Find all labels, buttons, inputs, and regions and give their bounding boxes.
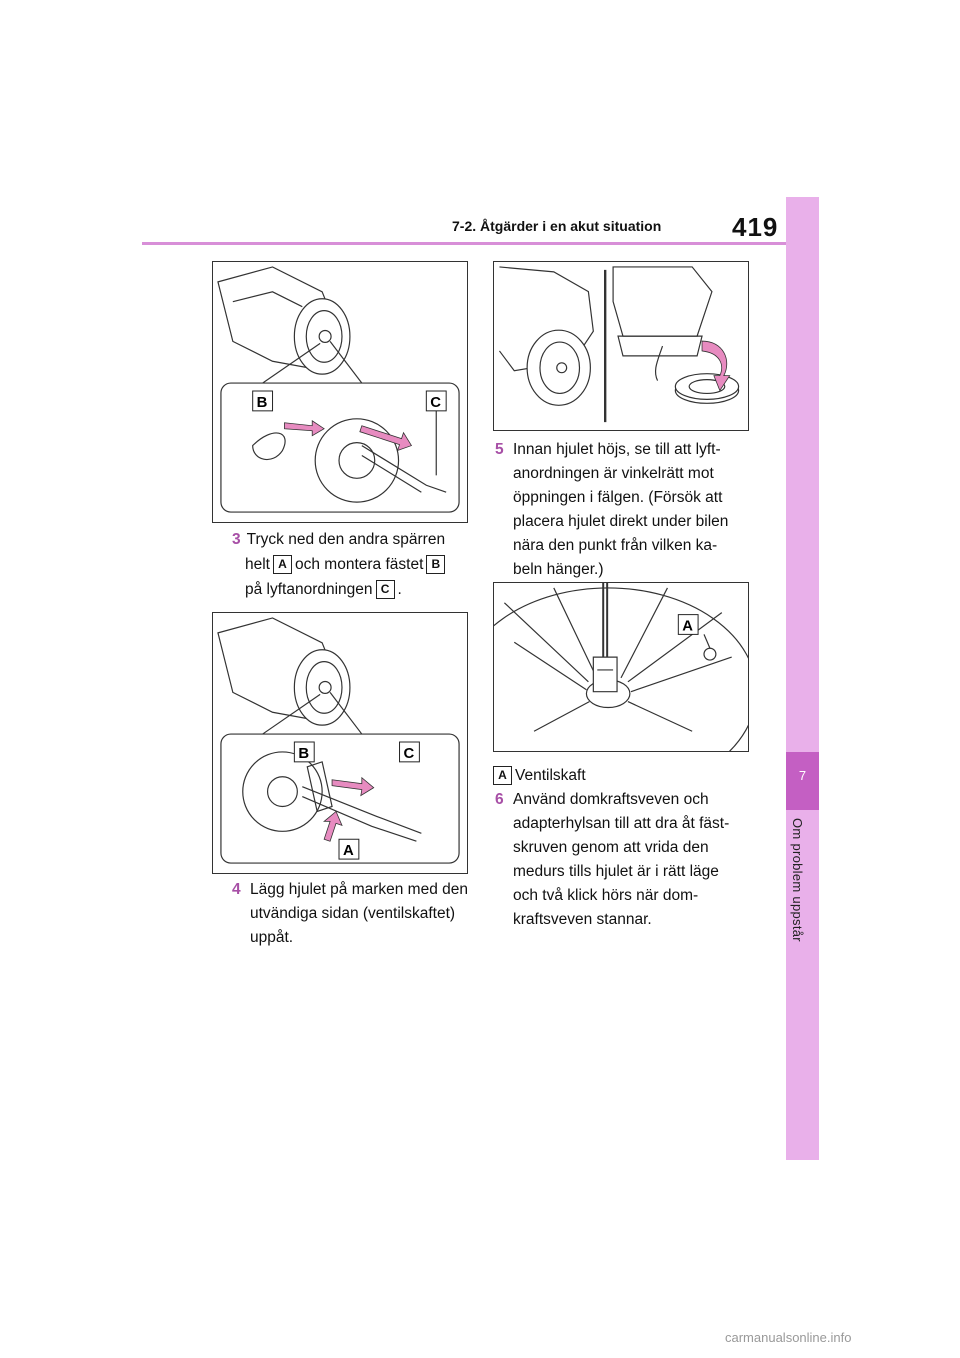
step5-line: öppningen i fälgen. (Försök att: [513, 489, 723, 506]
ref-label-b: B: [426, 555, 445, 574]
step3-text3b: .: [397, 581, 402, 598]
fig2-label-a: A: [342, 843, 354, 860]
step5-line: beln hänger.): [513, 561, 604, 578]
step5-line: Innan hjulet höjs, se till att lyft-: [513, 441, 721, 458]
figure-tire-position: [493, 261, 749, 431]
step3-line2: [245, 553, 448, 577]
step6-line: adapterhylsan till att dra åt fäst-: [513, 815, 730, 832]
fig1-label-b: B: [256, 394, 268, 411]
step5-line: anordningen är vinkelrätt mot: [513, 465, 714, 482]
step4-number: 4: [232, 881, 241, 898]
step3-line3: [245, 578, 402, 602]
step4-line: uppåt.: [250, 929, 294, 946]
step3-text1: Tryck ned den andra spärren: [246, 531, 446, 548]
watermark: carmanualsonline.info: [725, 1330, 852, 1345]
legend-label-a: A: [493, 766, 512, 785]
step3-text2a: helt: [245, 556, 270, 573]
figure-push-latch: [212, 612, 468, 874]
step3-text2b: och montera fästet: [295, 556, 424, 573]
step6-line: och två klick hörs när dom-: [513, 887, 699, 904]
step5-line: nära den punkt från vilken ka-: [513, 537, 718, 554]
step6-line: medurs tills hjulet är i rätt läge: [513, 863, 719, 880]
legend-a: [493, 764, 586, 788]
chapter-title: Om problem uppstår: [790, 818, 805, 942]
figure-attach-hook: [212, 261, 468, 523]
step4-line: Lägg hjulet på marken med den: [250, 881, 469, 898]
step6-line: skruven genom att vrida den: [513, 839, 709, 856]
step6-line: kraftsveven stannar.: [513, 911, 652, 928]
legend-a-text: Ventilskaft: [515, 767, 586, 784]
step5-number: 5: [495, 441, 504, 458]
step5-line: placera hjulet direkt under bilen: [513, 513, 729, 530]
fig2-label-c: C: [403, 745, 415, 762]
section-title: 7-2. Åtgärder i en akut situation: [452, 218, 662, 234]
header-divider: [142, 242, 786, 245]
step4-line: utvändiga sidan (ventilskaftet): [250, 905, 456, 922]
chapter-number: 7: [798, 768, 807, 783]
step3-number: 3: [232, 531, 241, 548]
step4: [232, 878, 480, 950]
page-number: 419: [732, 212, 779, 242]
step6-number: 6: [495, 791, 504, 808]
step3-line1: [232, 528, 445, 552]
fig1-label-c: C: [430, 394, 442, 411]
step6-line: Använd domkraftsveven och: [513, 791, 709, 808]
step3-text3a: på lyftanordningen: [245, 581, 373, 598]
fig4-label-a: A: [682, 618, 693, 635]
figure-valve-stem: [493, 582, 749, 752]
chapter-sidetab: [786, 197, 819, 1160]
step5: [495, 438, 773, 582]
ref-label-a: A: [273, 555, 292, 574]
step6: [495, 788, 773, 932]
ref-label-c: C: [376, 580, 395, 599]
fig2-label-b: B: [298, 745, 310, 762]
